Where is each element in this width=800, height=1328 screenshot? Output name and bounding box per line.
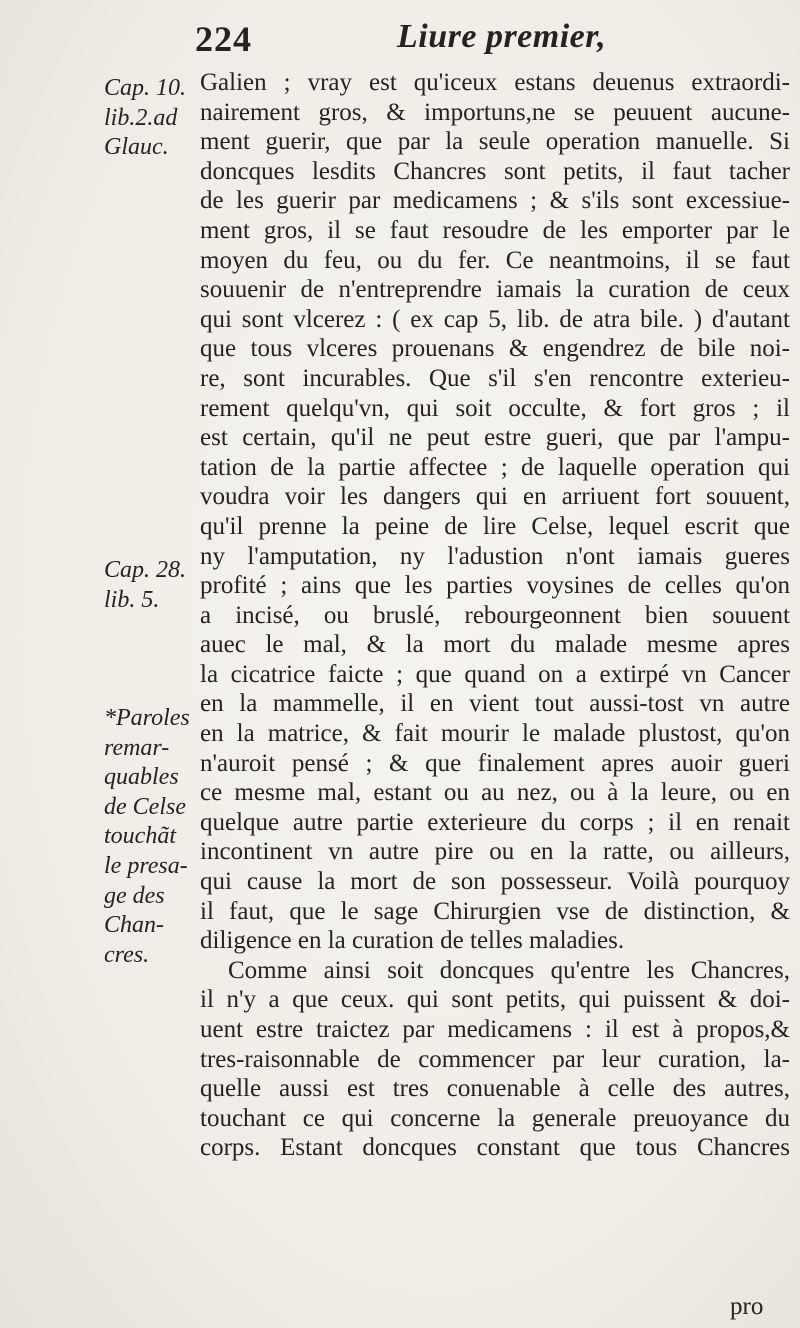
text-line: auec le mal, & la mort du malade mesme apres: [200, 631, 790, 659]
text-line: uent estre traictez par medicamens : il est à propos,&: [200, 1016, 790, 1043]
text-line: nairement gros, & importuns,ne se peuuent aucune-: [200, 98, 790, 126]
text-line: quelle aussi est tres conuenable à celle des autres,: [200, 1075, 790, 1103]
text-line: ny l'amputation, ny l'adustion n'ont iamais gueres: [200, 542, 790, 570]
text-line: est certain, qu'il ne peut estre gueri, que par l'ampu-: [200, 424, 790, 452]
text-line: que tous vlceres prouenans & engendrez de bile noi-: [200, 335, 790, 363]
text-line: qui sont vlcerez : ( ex cap 5, lib. de atra bile. ) d'autant: [200, 305, 790, 333]
page-number: 224: [195, 19, 252, 59]
text-line: en la mammelle, il en vient tout aussi-tost vn autre: [200, 690, 790, 718]
page-header: [195, 14, 615, 60]
text-line: il faut, que le sage Chirurgien vse de distinction, &: [200, 897, 790, 925]
text-line: n'auroit pensé ; & que finalement apres auoir gueri: [200, 749, 790, 777]
margin-note-paroles: *Paroles remar- quables de Celse touchãt le presa- ge des Chan- cres.: [104, 705, 190, 968]
running-head: Liure premier,: [397, 18, 607, 55]
catchword: pro: [730, 1293, 764, 1320]
text-line: tres-raisonnable de commencer par leur curation, la-: [200, 1045, 790, 1073]
text-line: il n'y a que ceux. qui sont petits, qui puissent & doi-: [200, 986, 790, 1014]
text-line: Galien ; vray est qu'iceux estans deuenus extraordi-: [200, 69, 790, 96]
text-line: ment guerir, que par la seule operation manuelle. Si: [200, 128, 790, 156]
text-line: qu'il prenne la peine de lire Celse, lequel escrit que: [200, 512, 790, 540]
text-line: de les guerir par medicamens ; & s'ils sont excessiue-: [200, 187, 790, 215]
text-line: quelque autre partie exterieure du corps ; il en renait: [200, 808, 790, 836]
margin-note-cap-28: Cap. 28. lib. 5.: [104, 557, 187, 613]
text-line: moyen du feu, ou du fer. Ce neantmoins, il se faut: [200, 246, 790, 274]
text-line: diligence en la curation de telles maladies.: [200, 927, 625, 955]
text-line: doncques lesdits Chancres sont petits, il faut tacher: [200, 157, 790, 185]
text-line: ment gros, il se faut resoudre de les emporter par le: [200, 216, 790, 244]
text-line: en la matrice, & fait mourir le malade plustost, qu'on: [200, 720, 790, 748]
text-line: corps. Estant doncques constant que tous Chancres: [200, 1134, 790, 1162]
text-line: Comme ainsi soit doncques qu'entre les Chancres,: [228, 956, 790, 984]
margin-note-cap-10: Cap. 10. lib.2.ad Glauc.: [104, 75, 187, 161]
body-text: [200, 68, 790, 1163]
text-line: ce mesme mal, estant ou au nez, ou à la leure, ou en: [200, 779, 790, 807]
text-line: touchant ce qui concerne la generale preuoyance du: [200, 1104, 790, 1132]
text-line: qui cause la mort de son possesseur. Voilà pourquoy: [200, 868, 790, 896]
text-line: profité ; ains que les parties voysines de celles qu'on: [200, 572, 790, 600]
text-line: souuenir de n'entreprendre iamais la curation de ceux: [200, 276, 790, 304]
text-line: incontinent vn autre pire ou en la ratte, ou ailleurs,: [200, 838, 790, 866]
text-line: la cicatrice faicte ; que quand on a extirpé vn Cancer: [200, 660, 790, 688]
text-line: a incisé, ou bruslé, rebourgeonnent bien souuent: [200, 601, 790, 629]
text-line: tation de la partie affectee ; de laquelle operation qui: [200, 453, 790, 481]
text-line: re, sont incurables. Que s'il s'en rencontre exterieu-: [200, 364, 790, 392]
text-line: voudra voir les dangers qui en arriuent fort souuent,: [200, 483, 790, 511]
text-line: rement quelqu'vn, qui soit occulte, & fort gros ; il: [200, 394, 790, 422]
